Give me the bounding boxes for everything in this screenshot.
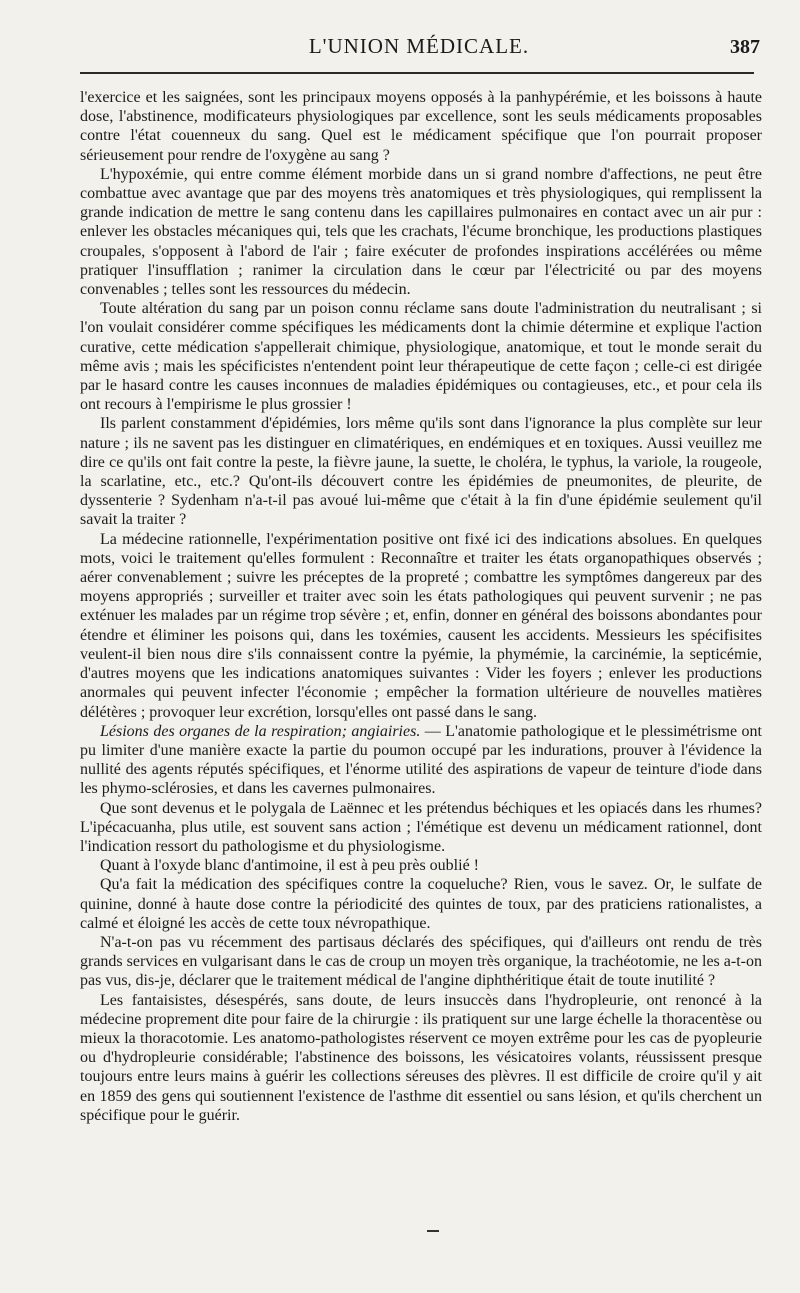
paragraph: Quant à l'oxyde blanc d'antimoine, il est à peu près oublié ! [100,857,479,875]
journal-title: L'UNION MÉDICALE. [308,34,530,58]
paragraph: La médecine rationnelle, l'expérimentation positive ont fixé ici des indications absolues. En quelques mots, voici le traitement qu'elles formulent : Reconnaître et traiter les états organopathiques observés ; aérer convenablement ; suivre les préceptes de la propreté ; combattre les symptômes dangereux par des moyens appropriés ; surveiller et traiter avec soin les états pathologiques qui peuvent survenir ; ne pas exténuer les malades par un régime trop sévère ; et, enfin, donner en général des boissons abondantes pour étendre et éliminer les poisons qui, dans les toxémies, causent les accidents. Messieurs les spécifisites veulent-il bien nous dire s'ils connaissent contre la pyémie, la phymémie, la carcinémie, la septicémie, d'autres moyens que les indications anatomiques suivantes : Vider les foyers ; enlever les productions anormales qui peuvent infecter l'économie ; empêcher la formation ultérieure de nouvelles matières délétères ; provoquer leur excrétion, lorsqu'elles ont passé dans le sang. [80,530,762,721]
paragraph: N'a-t-on pas vu récemment des partisaus déclarés des spécifiques, qui d'ailleurs ont rendu de très grands services en vulgarisant dans le cas de croup un moyen très organique, la trachéotomie, ne les a-t-on pas vus, dis-je, déclarer que le traitement médical de l'angine diphthéritique était de toute inutilité ? [80,933,762,990]
paragraph: l'exercice et les saignées, sont les principaux moyens opposés à la panhypérémie, et les boissons à haute dose, l'abstinence, modificateurs physiologiques par excellence, sont les seuls médicaments proposables contre l'état couenneux du sang. Quel est le médicament spécifique que l'on pourrait proposer sérieusement pour rendre de l'oxygène au sang ? [80,89,762,164]
paragraph: Les fantaisistes, désespérés, sans doute, de leurs insuccès dans l'hydropleurie, ont renoncé à la médecine proprement dite pour faire de la chirurgie : ils pratiquent sur une large échelle la thoracentèse ou mieux la thoracotomie. Les anatomo-pathologistes réservent ce moyen extrême pour les cas de pyopleurie ou d'hydropleurie considérable; l'abstinence des boissons, les vésicatoires volants, réussissent presque toujours entre leurs mains à guérir les collections séreuses des plèvres. Il est difficile de croire qu'il y ait en 1859 des gens qui soutiennent l'existence de l'asthme dit essentiel ou sans lésion, et qu'ils cherchent un spécifique pour le guérir. [80,991,762,1124]
paragraph: L'hypoxémie, qui entre comme élément morbide dans un si grand nombre d'affections, ne peut être combattue avec avantage que par des moyens très anatomiques et très physiologiques, qui remplissent la grande indication de mettre le sang contenu dans les capillaires pulmonaires en contact avec un air pur : enlever les obstacles mécaniques qui, tels que les crachats, l'écume bronchique, les productions plastiques croupales, s'opposent à l'abord de l'air ; faire exécuter de profondes inspirations accélérées ou même pratiquer l'insufflation ; ranimer la circulation dans le cœur par l'électricité ou par des moyens convenables ; telles sont les ressources du médecin. [80,165,762,299]
paragraph: Que sont devenus et le polygala de Laënnec et les prétendus béchiques et les opiacés dans les rhumes? L'ipécacuanha, plus utile, est souvent sans action ; l'émétique est devenu un médicament rationnel, dont l'indication ressort du pathologisme et du physiologisme. [80,799,762,855]
paragraph: Toute altération du sang par un poison connu réclame sans doute l'administration du neutralisant ; si l'on voulait considérer comme spécifiques les médicaments dont la chimie détermine et explique l'action curative, cette médication s'appellerait chimique, physiologique, anatomique, et tout le monde serait du même avis ; mais les spécificistes n'entendent point leur thérapeutique de cette façon ; celle-ci est dirigée par le hasard contre les causes inconnues de maladies épidémiques ou contagieuses, etc., et pour cela ils ont recours à l'empirisme le plus grossier ! [80,300,762,414]
paragraph-text: — L'anatomie pathologique et le plessimétrisme ont pu limiter d'une manière exacte la partie du poumon occupé par les indurations, prouver à l'évidence la nullité des agents réputés spécifiques, et l'énorme utilité des aspirations de vapeur de teinture d'iode dans les phymo-sclérosies, et dans les cavernes pulmonaires. [80,722,763,798]
running-head [78,34,760,74]
section-heading: Lésions des organes de la respiration; angiairies. [100,722,421,740]
article-body [80,88,762,1125]
page-end-mark [427,1230,439,1232]
header-rule [80,72,754,74]
paragraph: Ils parlent constamment d'épidémies, lors même qu'ils sont dans l'ignorance la plus complète sur leur nature ; ils ne savent pas les distinguer en climatériques, en endémiques et en toxiques. Aussi veuillez me dire ce qu'ils ont fait contre la peste, la fièvre jaune, la suette, le choléra, le typhus, la variole, la rougeole, la scarlatine, etc., etc.? Qu'ont-ils découvert contre les épidémies de pneumonites, de pleurite, de dyssenterie ? Sydenham n'a-t-il pas avoué lui-même que c'était à la fin d'une épidémie seulement qu'il savait la traiter ? [80,415,762,529]
page-number: 387 [730,36,760,58]
paragraph [80,722,762,799]
paragraph: Qu'a fait la médication des spécifiques contre la coqueluche? Rien, vous le savez. Or, le sulfate de quinine, donné à haute dose contre la périodicité des quintes de toux, par des praticiens rationalistes, a calmé et éloigné les accès de cette toux névropathique. [80,876,762,932]
